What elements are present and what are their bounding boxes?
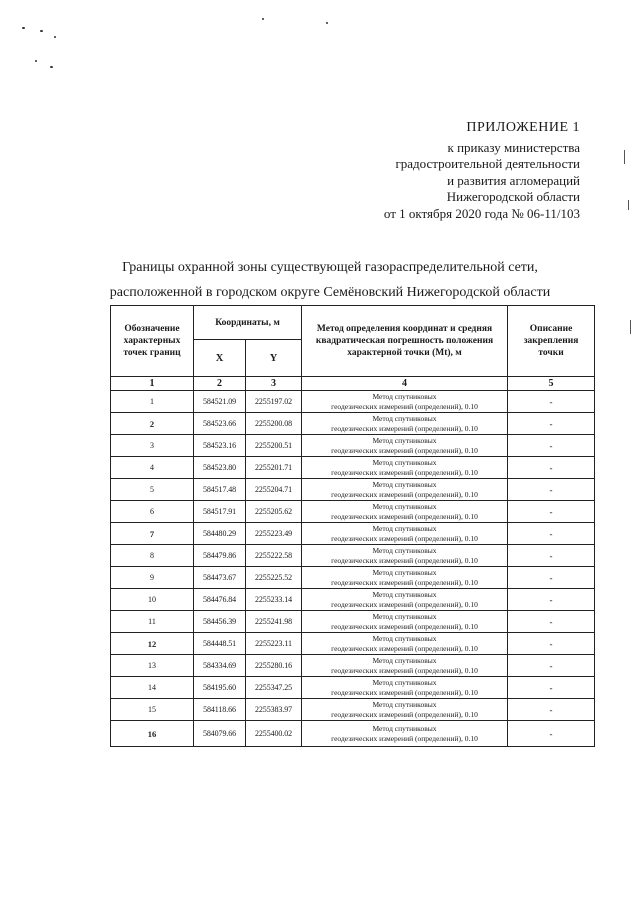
cell-desc: -: [508, 567, 595, 589]
method-line: Метод спутниковых: [372, 611, 437, 621]
appendix-block: [384, 120, 580, 222]
method-line: геодезических измерений (определений), 0.10: [331, 467, 478, 477]
cell-x: 584456.39: [194, 611, 246, 633]
cell-method: [302, 721, 508, 747]
scan-speck: [22, 27, 25, 29]
method-line: Метод спутниковых: [372, 413, 437, 423]
cell-desc: -: [508, 391, 595, 413]
method-line: геодезических измерений (определений), 0.10: [331, 511, 478, 521]
method-line: Метод спутниковых: [372, 589, 437, 599]
cell-desc: -: [508, 457, 595, 479]
scan-edge-mark: [628, 200, 629, 210]
cell-x: 584476.84: [194, 589, 246, 611]
cell-point: 10: [111, 589, 194, 611]
col-number: 5: [508, 377, 595, 391]
col-number: 1: [111, 377, 194, 391]
table-row: [111, 391, 595, 413]
cell-method: [302, 545, 508, 567]
method-line: Метод спутниковых: [372, 391, 437, 401]
col-number: 2: [194, 377, 246, 391]
scan-speck: [326, 22, 328, 24]
header-y: Y: [246, 340, 302, 377]
cell-y: 2255205.62: [246, 501, 302, 523]
table-row: [111, 479, 595, 501]
method-line: геодезических измерений (определений), 0.10: [331, 621, 478, 631]
method-line: геодезических измерений (определений), 0.10: [331, 555, 478, 565]
title-line: Границы охранной зоны существующей газораспределительной сети,: [122, 260, 538, 275]
appendix-heading: ПРИЛОЖЕНИЕ 1: [466, 120, 580, 135]
cell-x: 584521.09: [194, 391, 246, 413]
method-line: геодезических измерений (определений), 0.10: [331, 599, 478, 609]
cell-x: 584334.69: [194, 655, 246, 677]
cell-x: 584480.29: [194, 523, 246, 545]
coordinates-table: [110, 305, 595, 747]
table-row: [111, 655, 595, 677]
scan-speck: [54, 36, 56, 38]
method-line: геодезических измерений (определений), 0.10: [331, 643, 478, 653]
method-line: Метод спутниковых: [372, 435, 437, 445]
cell-point: 1: [111, 391, 194, 413]
cell-point: 11: [111, 611, 194, 633]
cell-y: 2255347.25: [246, 677, 302, 699]
cell-method: [302, 677, 508, 699]
cell-desc: -: [508, 523, 595, 545]
cell-x: 584523.66: [194, 413, 246, 435]
cell-method: [302, 567, 508, 589]
col-number: 4: [302, 377, 508, 391]
cell-desc: -: [508, 435, 595, 457]
cell-point: 6: [111, 501, 194, 523]
appendix-line: к приказу министерства: [447, 139, 580, 155]
cell-x: 584118.66: [194, 699, 246, 721]
table-row: [111, 611, 595, 633]
cell-desc: -: [508, 501, 595, 523]
cell-point: 2: [111, 413, 194, 435]
method-line: Метод спутниковых: [372, 699, 437, 709]
method-line: геодезических измерений (определений), 0.10: [331, 489, 478, 499]
cell-y: 2255383.97: [246, 699, 302, 721]
cell-method: [302, 501, 508, 523]
scan-edge-mark: [624, 150, 625, 164]
method-line: Метод спутниковых: [372, 479, 437, 489]
method-line: Метод спутниковых: [372, 567, 437, 577]
cell-method: [302, 457, 508, 479]
table-row: [111, 567, 595, 589]
cell-method: [302, 633, 508, 655]
cell-y: 2255241.98: [246, 611, 302, 633]
appendix-line: градостроительной деятельности: [395, 156, 580, 171]
cell-method: [302, 611, 508, 633]
appendix-line: Нижегородской области: [446, 189, 580, 204]
cell-point: 16: [111, 721, 194, 747]
cell-desc: -: [508, 655, 595, 677]
cell-desc: -: [508, 677, 595, 699]
table-row: [111, 721, 595, 747]
table-row: [111, 699, 595, 721]
cell-method: [302, 413, 508, 435]
cell-desc: -: [508, 633, 595, 655]
cell-point: 12: [111, 633, 194, 655]
table-row: [111, 677, 595, 699]
scan-speck: [40, 30, 43, 32]
table-row: [111, 501, 595, 523]
table-body: [111, 391, 595, 747]
cell-y: 2255201.71: [246, 457, 302, 479]
cell-method: [302, 589, 508, 611]
col-number: 3: [246, 377, 302, 391]
cell-desc: -: [508, 413, 595, 435]
header-x: X: [194, 340, 246, 377]
cell-desc: -: [508, 545, 595, 567]
cell-y: 2255200.08: [246, 413, 302, 435]
method-line: геодезических измерений (определений), 0.10: [331, 401, 478, 411]
cell-x: 584473.67: [194, 567, 246, 589]
cell-point: 3: [111, 435, 194, 457]
cell-point: 4: [111, 457, 194, 479]
cell-method: [302, 435, 508, 457]
table-row: [111, 435, 595, 457]
scan-speck: [50, 66, 53, 68]
table-row: [111, 589, 595, 611]
cell-y: 2255200.51: [246, 435, 302, 457]
method-line: геодезических измерений (определений), 0.10: [331, 709, 478, 719]
cell-y: 2255204.71: [246, 479, 302, 501]
header-coords: Координаты, м: [194, 306, 302, 340]
method-line: геодезических измерений (определений), 0.10: [331, 733, 478, 743]
cell-y: 2255280.16: [246, 655, 302, 677]
cell-x: 584448.51: [194, 633, 246, 655]
cell-y: 2255233.14: [246, 589, 302, 611]
appendix-line: и развития агломераций: [447, 172, 580, 188]
header-desc: Описание закрепления точки: [508, 306, 595, 377]
cell-method: [302, 699, 508, 721]
cell-point: 14: [111, 677, 194, 699]
document-title: [60, 255, 600, 305]
method-line: Метод спутниковых: [372, 523, 437, 533]
method-line: Метод спутниковых: [372, 723, 437, 733]
cell-desc: -: [508, 611, 595, 633]
method-line: геодезических измерений (определений), 0.10: [331, 687, 478, 697]
method-line: Метод спутниковых: [372, 457, 437, 467]
method-line: геодезических измерений (определений), 0.10: [331, 423, 478, 433]
cell-desc: -: [508, 699, 595, 721]
cell-point: 9: [111, 567, 194, 589]
table-row: [111, 457, 595, 479]
cell-point: 7: [111, 523, 194, 545]
header-method: Метод определения координат и средняя квадратическая погрешность положения характерной точки (Mt), м: [302, 306, 508, 377]
cell-x: 584195.60: [194, 677, 246, 699]
cell-method: [302, 523, 508, 545]
cell-x: 584479.86: [194, 545, 246, 567]
cell-x: 584517.48: [194, 479, 246, 501]
method-line: геодезических измерений (определений), 0.10: [331, 665, 478, 675]
cell-y: 2255223.49: [246, 523, 302, 545]
cell-y: 2255197.02: [246, 391, 302, 413]
scan-edge-mark: [630, 320, 631, 334]
table-row: [111, 633, 595, 655]
scan-speck: [262, 18, 264, 20]
cell-method: [302, 655, 508, 677]
cell-y: 2255223.11: [246, 633, 302, 655]
method-line: Метод спутниковых: [372, 545, 437, 555]
table-row: [111, 545, 595, 567]
method-line: геодезических измерений (определений), 0.10: [331, 577, 478, 587]
method-line: Метод спутниковых: [372, 501, 437, 511]
cell-y: 2255222.58: [246, 545, 302, 567]
title-line: расположенной в городском округе Семёновский Нижегородской области: [109, 285, 551, 300]
method-line: геодезических измерений (определений), 0.10: [331, 533, 478, 543]
cell-desc: -: [508, 721, 595, 747]
cell-y: 2255400.02: [246, 721, 302, 747]
cell-y: 2255225.52: [246, 567, 302, 589]
header-point: Обозначение характерных точек границ: [111, 306, 194, 377]
cell-desc: -: [508, 479, 595, 501]
cell-point: 13: [111, 655, 194, 677]
cell-x: 584523.80: [194, 457, 246, 479]
appendix-line: от 1 октября 2020 года № 06-11/103: [383, 205, 580, 221]
table-row: [111, 413, 595, 435]
cell-desc: -: [508, 589, 595, 611]
cell-point: 5: [111, 479, 194, 501]
method-line: Метод спутниковых: [372, 655, 437, 665]
method-line: геодезических измерений (определений), 0.10: [331, 445, 478, 455]
method-line: Метод спутниковых: [372, 677, 437, 687]
cell-method: [302, 391, 508, 413]
table-row: [111, 523, 595, 545]
cell-x: 584079.66: [194, 721, 246, 747]
cell-point: 15: [111, 699, 194, 721]
cell-x: 584517.91: [194, 501, 246, 523]
cell-method: [302, 479, 508, 501]
method-line: Метод спутниковых: [372, 633, 437, 643]
scan-speck: [35, 60, 37, 62]
cell-point: 8: [111, 545, 194, 567]
cell-x: 584523.16: [194, 435, 246, 457]
